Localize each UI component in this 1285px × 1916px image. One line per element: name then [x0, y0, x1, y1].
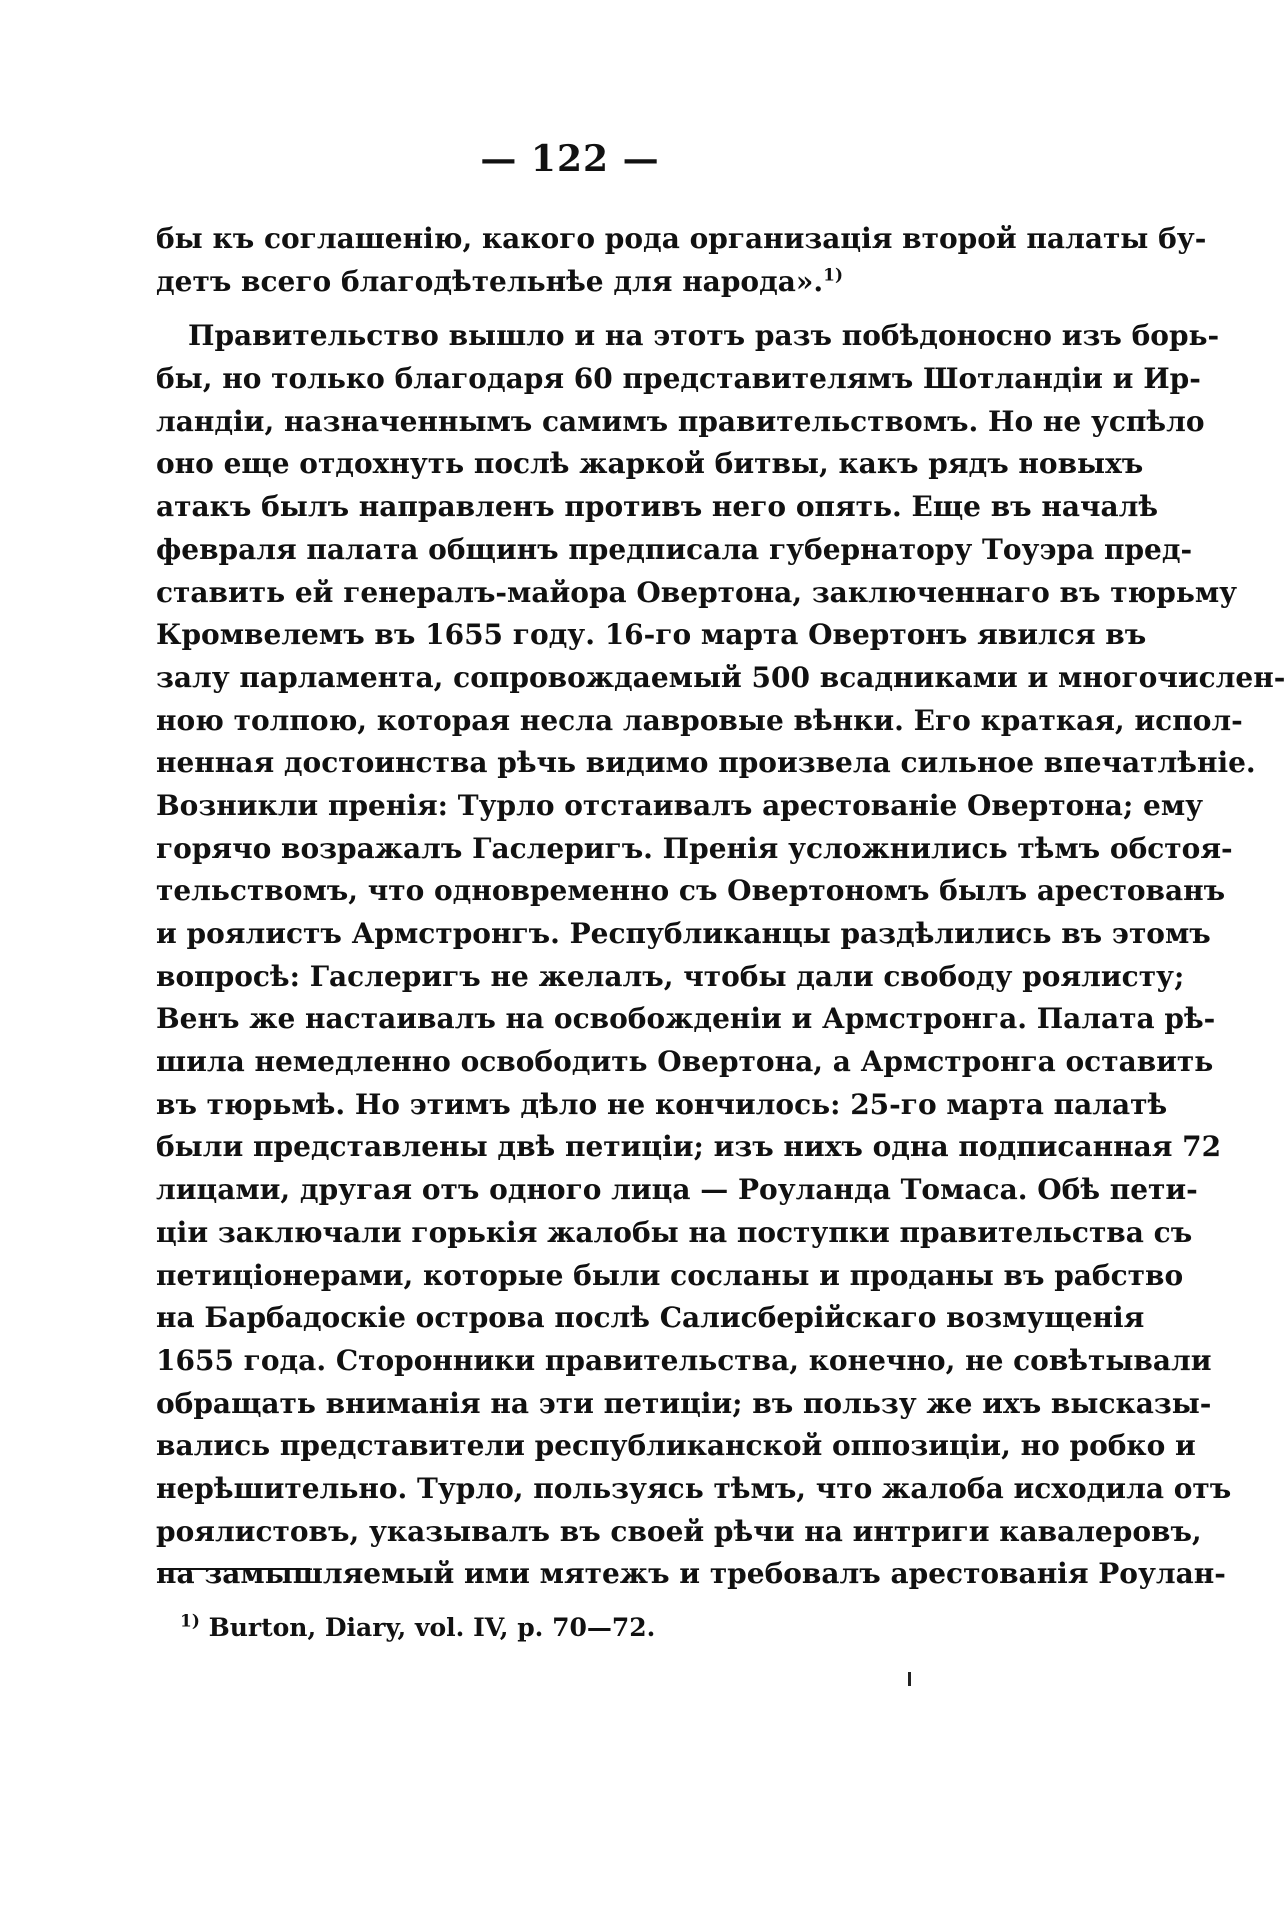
footnote-reference: 1)	[823, 265, 844, 286]
text-line: Возникли пренія: Турло отстаивалъ арестованіе Овертона; ему	[156, 788, 1204, 822]
text-line: вались представители республиканской оппозиціи, но робко и	[156, 1429, 1196, 1463]
text-line: тельствомъ, что одновременно съ Овертономъ былъ арестованъ	[156, 874, 1226, 908]
footnote-text: Burton, Diary, vol. IV, p. 70—72.	[208, 1613, 656, 1642]
text-line: февраля палата общинъ предписала губернатору Тоуэра пред-	[156, 532, 1193, 566]
text-line: петиціонерами, которые были сосланы и проданы въ рабство	[156, 1258, 1184, 1292]
text-line: вопросѣ: Гаслеригъ не желалъ, чтобы дали свободу роялисту;	[156, 959, 1185, 993]
text-line: ландіи, назначеннымъ самимъ правительствомъ. Но не успѣло	[156, 404, 1205, 438]
text-line: детъ всего благодѣтельнѣе для народа».$^{1)}$	[156, 264, 844, 298]
footnote-marker: 1)	[180, 1611, 200, 1632]
text-line: нерѣшительно. Турло, пользуясь тѣмъ, что жалоба исходила отъ	[156, 1471, 1232, 1505]
text-line: ненная достоинства рѣчь видимо произвела сильное впечатлѣніе.	[156, 746, 1256, 780]
text-line: ною толпою, которая несла лавровые вѣнки. Его краткая, испол-	[156, 703, 1243, 737]
text-line: на замышляемый ими мятежъ и требовалъ арестованія Роулан-	[156, 1557, 1226, 1591]
text-line: ставить ей генералъ-майора Овертона, заключеннаго въ тюрьму	[156, 575, 1238, 609]
text-line: Кромвелемъ въ 1655 году. 16-го марта Овертонъ явился въ	[156, 618, 1147, 652]
text-line: обращать вниманія на эти петиціи; въ пользу же ихъ высказы-	[156, 1386, 1212, 1420]
text-line: атакъ былъ направленъ противъ него опять. Еще въ началѣ	[156, 490, 1159, 524]
page-number: — 122 —	[480, 138, 660, 180]
body-text	[156, 218, 1285, 1596]
text-line: были представлены двѣ петиціи; изъ нихъ одна подписанная 72	[156, 1130, 1222, 1164]
footnote	[180, 1613, 655, 1642]
text-line: въ тюрьмѣ. Но этимъ дѣло не кончилось: 25-го марта палатѣ	[156, 1087, 1168, 1121]
text-line: залу парламента, сопровождаемый 500 всадниками и многочислен-	[156, 660, 1285, 694]
print-mark	[908, 1672, 911, 1686]
text-line: лицами, другая отъ одного лица — Роуланда Томаса. Обѣ пети-	[156, 1173, 1198, 1207]
footnote-divider	[158, 1568, 310, 1570]
text-line: Венъ же настаивалъ на освобожденіи и Армстронга. Палата рѣ-	[156, 1002, 1216, 1036]
text-line: ціи заключали горькія жалобы на поступки правительства съ	[156, 1215, 1193, 1249]
text-line: бы къ соглашенію, какого рода организація второй палаты бу-	[156, 222, 1207, 255]
text-line: бы, но только благодаря 60 представителямъ Шотландіи и Ир-	[156, 362, 1201, 396]
text-line: Правительство вышло и на этотъ разъ побѣдоносно изъ борь-	[188, 319, 1220, 353]
text-line: на Барбадоскіе острова послѣ Салисберійскаго возмущенія	[156, 1301, 1145, 1335]
text-line: 1655 года. Сторонники правительства, конечно, не совѣтывали	[156, 1343, 1212, 1377]
text-line: шила немедленно освободить Овертона, а Армстронга оставить	[156, 1045, 1214, 1079]
text-line: и роялистъ Армстронгъ. Республиканцы раздѣлились въ этомъ	[156, 917, 1211, 950]
text-line: горячо возражалъ Гаслеригъ. Пренія усложнились тѣмъ обстоя-	[156, 831, 1233, 865]
text-line: оно еще отдохнуть послѣ жаркой битвы, какъ рядъ новыхъ	[156, 447, 1144, 481]
text-line: роялистовъ, указывалъ въ своей рѣчи на интриги кавалеровъ,	[156, 1514, 1202, 1548]
